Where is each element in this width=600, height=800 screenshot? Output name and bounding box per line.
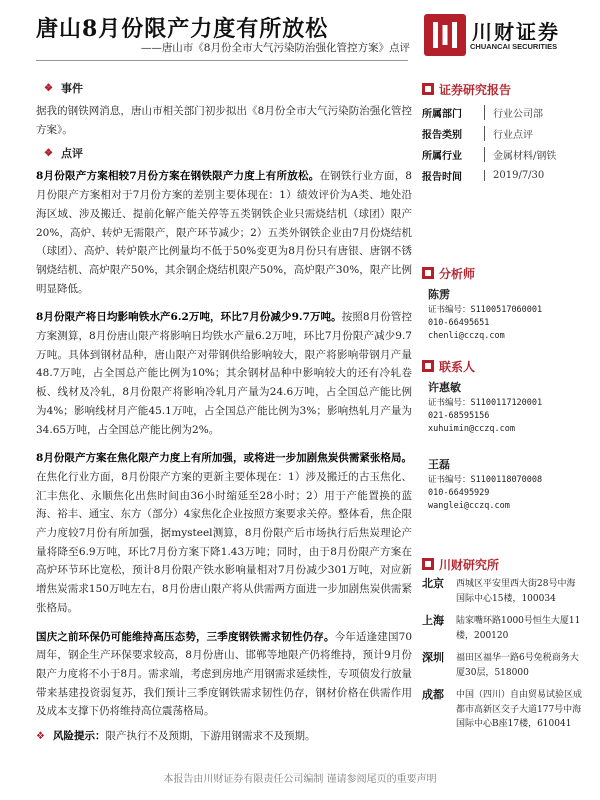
diamond-bullet-icon: ❖ — [44, 82, 53, 94]
sidebar — [422, 80, 582, 732]
analyst-heading: 分析师 — [422, 264, 582, 282]
p2-body: 按照8月份管控方案测算，8月份唐山限产将影响日均铁水产量6.2万吨，环比7月份限产减少9.7万吨。具体到钢材品种，唐山限产对带钢供给影响较大，限产将影响带钢月产量48.7万吨，占全国总产能比例为10%；其余钢材品种中影响较大的还有冷轧卷板、线材及冷轧，8月份限产将影响冷轧月产量为24.6万吨，占全国总产能比例为4%；影响线材月产能45.1万吨，占全国总产能比例为3%；影响热轧月产量为34.65万吨，占全国总产能比例为2%。 — [36, 311, 412, 436]
event-heading: ❖ 事件 — [44, 82, 83, 95]
contact-card-2 — [428, 458, 582, 513]
contact-name: 许惠敏 — [428, 381, 461, 394]
company-logo — [424, 14, 574, 58]
risk-heading: 风险提示： — [52, 730, 106, 743]
diamond-bullet-icon: ❖ — [36, 731, 45, 743]
contact-email[interactable]: wanglei@cczq.com — [428, 501, 510, 511]
analyst-card — [428, 288, 582, 343]
section-square-icon — [422, 558, 434, 570]
office-beijing: 北京 西城区平安里西大街28号中海国际中心15楼，100034 — [422, 577, 576, 604]
report-subtitle: ——唐山市《8月份全市大气污染防治强化管控方案》点评 — [140, 42, 410, 54]
main-content — [36, 80, 412, 747]
info-row-industry: 所属行业 金属材料/钢铁 — [422, 144, 582, 165]
page-footer: 本报告由川财证券有限责任公司编制 谨请参阅尾页的重要声明 — [163, 774, 437, 785]
analyst-name: 陈雳 — [428, 288, 450, 301]
p3-body: 在焦化行业方面，8月份限产方案的更新主要体现在：1）涉及搬迁的古玉焦化、汇丰焦化、永顺焦化出焦时间由36小时缩延至28小时；2）用于产能置换的蓝海、裕丰、通宝、东方（部分）4家焦化企业按照方案要求关停。整体看，焦企限产力度较7月份有所加强，据mysteel测算，8月份限产后市场执行后焦炭理论产量将降至6.9万吨，环比7月份方案下降1.43万吨；同时，由于8月份限产方案在高炉环节环比宽松，预计8月份限产铁水影响量相对7月份减少301万吨，对应新增焦炭需求150万吨左右，8月份唐山限产将从供需两方面进一步加剧焦炭供需紧张格局。 — [36, 470, 412, 614]
p1-body: 在钢铁行业方面，8月份限产方案相对于7月份方案的差别主要体现在：1）绩效评价为A类、地处沿海区域、涉及搬迁、提前化解产能关停等五类钢铁企业只需烧结机（球团）限产20%，高炉、转炉无需限产，限产环节减少；2）五类外钢铁企业由7月份烧结机（球团）、高炉、转炉限产比例量均不低于50%变更为8月份只有唐银、唐钢不锈钢烧结机、高炉限产50%，其余钢企烧结机限产50%，高炉限产30%，限产比例明显降低。 — [36, 170, 412, 295]
risk-paragraph — [36, 727, 412, 747]
logo-name-cn: 川财证券 — [472, 20, 560, 44]
p2-lead: 8月份限产将日均影响铁水产6.2万吨，环比7月份减少9.7万吨。 — [36, 311, 342, 324]
risk-body: 限产执行不及预期，下游用钢需求不及预期。 — [105, 730, 316, 743]
report-title: 唐山8月份限产力度有所放松 — [36, 16, 329, 42]
logo-name-en: CHUANCAI SECURITIES — [470, 42, 558, 51]
p3-lead: 8月份限产方案在焦化限产力度上有所加强，或将进一步加剧焦炭供需紧张格局。 — [36, 452, 412, 465]
contact-heading: 联系人 — [422, 357, 582, 375]
contact-name: 王磊 — [428, 458, 450, 471]
comment-heading: ❖ 点评 — [44, 147, 83, 161]
office-shenzhen: 深圳 福田区福华一路6号免税商务大厦30层，518000 — [422, 651, 579, 678]
institute-heading: 川财研究所 — [422, 555, 582, 573]
office-shanghai: 上海 陆家嘴环路1000号恒生大厦11楼，200120 — [422, 614, 581, 641]
contact-phone: 021-68595156 — [428, 411, 490, 421]
info-row-category: 报告类别 行业点评 — [422, 123, 582, 144]
header-divider — [36, 60, 408, 61]
p4-lead: 国庆之前环保仍可能维持高压态势，三季度钢铁需求韧性仍存。 — [36, 630, 335, 643]
comment-paragraph-1 — [36, 167, 412, 298]
office-chengdu: 成都 中国（四川）自由贸易试验区成都市高新区交子大道177号中海国际中心B座17楼，610041 — [422, 688, 583, 729]
analyst-email[interactable]: chenli@cczq.com — [428, 331, 505, 341]
contact-cert: 证书编号：S1100117120001 — [428, 398, 543, 408]
info-row-department: 所属部门 行业公司部 — [422, 102, 582, 123]
comment-paragraph-4 — [36, 628, 412, 722]
info-row-date: 报告时间 2019/7/30 — [422, 170, 545, 183]
section-square-icon — [422, 360, 434, 372]
event-paragraph: 据我的钢铁网消息，唐山市相关部门初步拟出《8月份全市大气污染防治强化管控方案》。 — [36, 105, 412, 136]
diamond-bullet-icon: ❖ — [44, 147, 53, 159]
section-square-icon — [422, 83, 434, 95]
contact-phone: 010-66495929 — [428, 488, 490, 498]
comment-paragraph-3 — [36, 449, 412, 617]
report-info-heading: 证券研究报告 — [422, 80, 582, 98]
contact-cert: 证书编号：S1100118070008 — [428, 475, 543, 485]
p4-body: 今年适逢建国70周年，钢企生产环保要求较高，8月份唐山、邯郸等地限产仍将维持，预计9月份限产力度将不小于8月。需求端，考虑到房地产用钢需求延续性，专项债发行放量带来基建投资弱复苏，我们预计三季度钢铁需求韧性仍存，钢材价格在供需作用及成本支撑下仍将维持高位震荡格局。 — [36, 630, 412, 718]
contact-card-1 — [428, 381, 582, 436]
analyst-cert: 证书编号：S1100517060001 — [428, 305, 543, 315]
chuancai-logo-icon — [424, 14, 466, 56]
p1-lead: 8月份限产方案相较7月份方案在钢铁限产力度上有所放松。 — [36, 170, 320, 183]
analyst-phone: 010-66495651 — [428, 318, 490, 328]
section-square-icon — [422, 267, 434, 279]
contact-email[interactable]: xuhuimin@cczq.com — [428, 424, 515, 434]
comment-paragraph-2 — [36, 308, 412, 439]
